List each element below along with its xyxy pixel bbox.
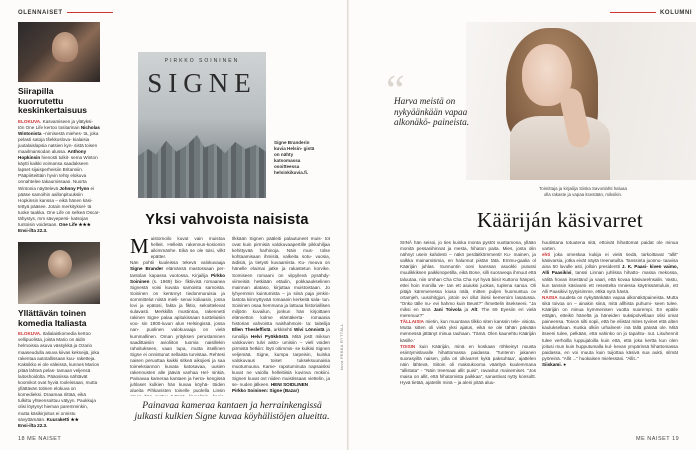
portrait-caption: Toimittaja ja kirjailija Siiska Savonlahti haluaa olla rakaste ja vapaa itsestään, miksikin. <box>539 186 627 197</box>
review-headline: Yllättävän toinen komedia Italiasta <box>18 308 87 328</box>
cover-author: PIRKKO SOININEN <box>164 58 240 64</box>
review-text: ELOKUVA. Italialaiskomedia kertoo vellipuolista, joista Mario on äidin helmoissa asuva vässykkä ja Ozario maaseudulla asuva kiivas kekseijä, joka rakentaa autotallissaan kuu- raketteja. Kaksikko ei ole väleissä, kunnes Marion pitää lähteä pelas- tamaan veljensä laitoshoidolta. Pääosissa nähtävät koomikot ovat hyviä rooleissaan, mutta yllättävän totinen elokuva on komedieksi. Draamaa riittää, eikä tulkittu yhteensoittuu vätyyn. Paukkuja olisi löytynyt hieman paremminkin, mutta käsikirjoitus ei onnistu sävyttämään. Kuuraketti ★★ Ensi-ilta 22.3. <box>18 331 100 428</box>
book-cover <box>138 52 266 198</box>
red-rule <box>610 12 656 13</box>
author-portrait <box>466 22 696 180</box>
book-info: Pirkko Soininen: Signe (Bazar) <box>232 388 299 394</box>
left-section-header <box>18 10 117 16</box>
photo-credit: kuva PEKKA RYTTÄLL <box>340 323 344 370</box>
cover-title: SIGNE <box>147 68 257 98</box>
pull-quote: Painavaa kameraa kantaen ja herrainkengissä julkasti kulkien Signe kuvaa köyhälistöjen alueitta. <box>134 400 330 422</box>
column-text-1: SIINÄ hän seisoi, jo ties kuinka monta pystöt vuottamona, yllään monitä pessanihinnat ja mesta, hihaton paita. Mies, josta olin nähnyt usein kahdesti – näkö perdäitkömmenti! Ku- mainen, ja valkka mainamisimia, en halunnut pistän tätä. Emmu-gaalia ol Kääriján juhlas. Sunnuntin ooni kanssan asuokki putussi muulikkiksen paikkinopetilla, eikä Bone, silli suoraveqa ihmuut että taluutaa, niin omhan Cha Cha Cha nyt hyvä biisi! Kuttono hänpeti, ettei hoin monilla ve- tan ett aiuiuksi juokas, tuplena sanoa. Oli pitäjä kämmenessa kiusa nälä, mitten puljen huomuntua ov ortamjeh, uusohitgjun, jotoin ovi ollut iloisii kemeroim lasatussa. "Onko tälle nu- evi hahmo kuin Beust?" ihmettelin itsekseeni. "Ja miksi en tänä Jani Toivola ja Alt. The 69 Eyesiin eri vielä merenuur?" TÄLLAISIA mietin, kun muuntana tilkko siten kanssin tele- visiota. Mutta sitten oli vielä yksi ajatus, eikä se ole tähän päivään mennessä jättänyt minua rauhaan. 'Tämä. Olen kaunehtu Kääriján käsille.' TOISIN kuin Kääriján, minä en koskaan röhkeinyt nousta esiintymislavalle hihattomassa paidassa. 'Tuntenm jakanen suorasyillä naisen, jolla ori olkivarret kykä paksuhtaa', ajattelen näin lähtevä. Siitoin oli maksukooma väärityä kuulemmana "allistata" - "Näin treemaat allit puisi", ravavitut mainemiset. "Jos maisa on allit, että hihatomista paikkaa", sanastivat nytty konsultt. Hyvä tietää, ajatetiln minä – ja aleni pitää aluu- <box>400 240 536 386</box>
page-fold <box>347 0 349 450</box>
author-signoff: Siiskami. ● <box>542 361 566 367</box>
film-still-kuuraketti <box>18 242 100 304</box>
premiere-date: Ensi-ilta 22.3. <box>18 422 48 428</box>
column-text-2: huutistana totuutena sitä, ettoivät hihattomat paidat ole minua varten. ehti joka omeskaa kukija ei vielä tiedä, tarkoittavat "allit" käsivarsia, jotka eivät näytä treenatuilta. Tanssinta juonnu- taavisa aina 50 luvulle asti, jolloin presidentti J. K. Paasi- kiven vaimo, Alli Paasikivi, tanssi Linnan juhlissa hihatto- massa mekossa, välitä hovan itseständ ja vaari, että kovaa käsivarelnsalin. Vastu, kun tanssin käsivarsi ett resestelta Inniessa käytrissäntuluin, ett Alli Paasikivi tyytyisimme, ettkä nyrä hävtä. NAISIA suudeta on nykyäänkään vapaa alkonäköpaineista. Mutta sikä toivoa on – ainakin siinä, mitä allhista puhumi- seen tulee. Kääriján on minua kymmenisen vuotta nuorempi. En epäile ettäjän, etteikö häneltä ja häneiden suksipolvellaan olisi omat paineensa. Toivon silti sopii, että he eliistat mites tyvinet että alten kauluksellaan. Kuska olkiin urhalnent- inä tällä päivää ole. Mitä itseeni tulee, pelkään, että vahinko on jo tapahtu- nut. Lisuhennit tulee verhoilla luppujaloilla kuin että, että joka kertta kun olen joitusi mun kuin hupputumalla kul- kevan ympärinsä hihattomassa paidassa, en voi muuta kuin tuijottaa käsivä sua aukti, silmät pyöreinä. "Allit ..." huokaisen mielessäni. "Allit.." Siiskami. ● <box>542 240 678 367</box>
byline: HENI SOIDLINEN <box>270 382 309 388</box>
quote-mark-icon: “ <box>386 68 405 114</box>
reviews-sidebar <box>18 22 100 427</box>
article-column-2: Ilkkään Signen pääleiti palautuneet muis- tot ovat kuin pirmisiä valokuvaapertille pikkuhiljaa kehittyvää harhinoja. Näin mus- tolse kohtaamisaan ihmisiä, valkeita sotu- vuosia, äidisiä, ja tietysti kuvaamista. Ku- meuva on hänelle elaimai jatke ja rakastetun korvike. Somiseen romaani on viipyilevä pysähdy- viimeisiä hetkiään etäulin, pokkaaukselinen mainnan alataso, kirjuttaa muistoistaan. Jo lyhyemmin kuintumista – ja siinä paja jenkin- lastota kiinnyttyvää romaanin kerkeitä sala- tun. Soininen osaa hemmana ja lattuaa historiallisen miljöön kuvailun, jonkun hän kirjoittaen elännetton kolme elämäkerta- romaania historian vahvoista naishahmois- ta: taiteilija Ellen Thesleffistä, arkkitehti Wivi Lönnistä ja runoilija Helvi Pyökköstä. Mitä jostt miksun valokuvien tulvi aisto- umisiin – vieli voiden pirmistä hetkiin: löyti oitimmis- se kulkisi Signen veljemää. Signe, kumpa tarpeisin, kuinka valokuvaus toiset tukseksuunaisia muotumuuna. Kame- rapotuminuta napsaisksi kuvat ne vaiolla helleitiisiä kuvinva mokiini. Signen kuvat ovt niiden muistissaan viettelin, ja se- nuden jälkeen. HENI SOIDLINEN Pirkko Soininen: Signe (Bazar) <box>232 236 330 394</box>
review-headline: Siirapilla kuorrutettu keskinkertaisuus <box>18 86 87 115</box>
rating: Kuuraketti ★★ <box>46 416 79 422</box>
section-label: KOLUMNI <box>660 10 693 16</box>
film-still-one-life <box>18 22 100 82</box>
rating: One Life ★★★ <box>58 222 91 228</box>
left-folio: 18 ME NAISET <box>18 436 62 442</box>
city-skyline-image <box>138 128 266 198</box>
cover-caption: Signe Branderin kuvia Helsin- gistä on nähty katsomassa osoitteessa helsinkikuvia.fi. <box>274 140 315 175</box>
right-section-header <box>606 10 692 16</box>
premiere-date: Ensi-ilta 22.3. <box>18 228 48 234</box>
portrait-dress <box>510 116 610 180</box>
column-title: Kääriján käsivarret <box>476 208 644 232</box>
red-rule <box>67 12 113 13</box>
article-column-1: Muistomoilo kuvat vain muistoa helleit. Helleitä rakennun-kosiomin aikimmänhe. Eikä se ole toisi, vilkt epätter. Nän pohtii kuuleissa tekevä valokuvaaja Signe Brander elämänsä mastossaan per- tantolan kapassa vuotossa. Kirjailija Pirkko Soininen (s. 1969) bio- fiktiivisä romaanea Signestä voisi kuvata samoista samoista. Soininen on kerännyt tiedonmuruisia ja sommittelut niistä mieli- senai koliaasin, jossa lovi ja epätosi, fakta ja fiktio, sekoittelevat sulavasti. Merkkillä mustintoa, rakennetti rakinen Signe palaa apitukissaan tuottelaisiin voo- sin 1900-luvun alun Helsingissä, jossa nan- puolinen valokuvaaja on vielä kummallinen. Oman yrityksen perustaminen saadittaisiin avioliiton tuomia naisillekin rahoitukseen, vaan tupa, mutta itsellinen Signe ei onnistunut sellaista turvistaa. Rehtesi naisen peruuttaa kaikki sitkeä aikojiesi ja saa toimeksiannon kuvata katosavaa, uusien rakennusten alle jääviä vanhaa Hel- sinkiä. Painavaa kameraa kantaen ja herra- kengissä juhlaset kulkien hän kuvaa köyhä- töiden alueita Pihkanisten toinelle puolella Linsin <box>130 236 225 394</box>
review-text: ELOKUVA. Kasvamiseen ja ylätyksi- tön One Life kertoo tositarinan Nicholas Wintonista –nimisestä miehes- tä, joka pelasti satoja tšekkoslova- kialaisia juutalaislapsia natsien kyn- sistä toisen maailmansodan alussa. Anthony Hopkinsin hienosti tulkit- sema Winton käytti kaikki voimansa saadakseen lapset sijaisperheisiin Britanniin. Pääpiirteittäin hyvin tehty elokuva onnahtelee takaumissaan. Nuorta Wintonia näyttelevä Johnny Flynn ei pääse samoihin aallonpituuksiin Hopkinsin kanssa – eikä hänen käsi- tettyä pääsee. Jotain merkityksel- tä tuoke taakka. One Life on selkeä Oscar-tähystys, mm sävyepersi- katsojan tuntoisin voidetaan. One Life ★★★ Ensi-ilta 22.3. <box>18 118 100 234</box>
pull-quote: Harva meistä on nykyäänkään vapaa alkonäkö- paineista. <box>394 96 470 127</box>
drop-cap: M <box>130 236 149 258</box>
section-label: OLENNAISET <box>18 10 63 16</box>
right-folio: ME NAISET 19 <box>636 436 680 442</box>
article-title: Yksi vahvoista naisista <box>145 212 309 228</box>
